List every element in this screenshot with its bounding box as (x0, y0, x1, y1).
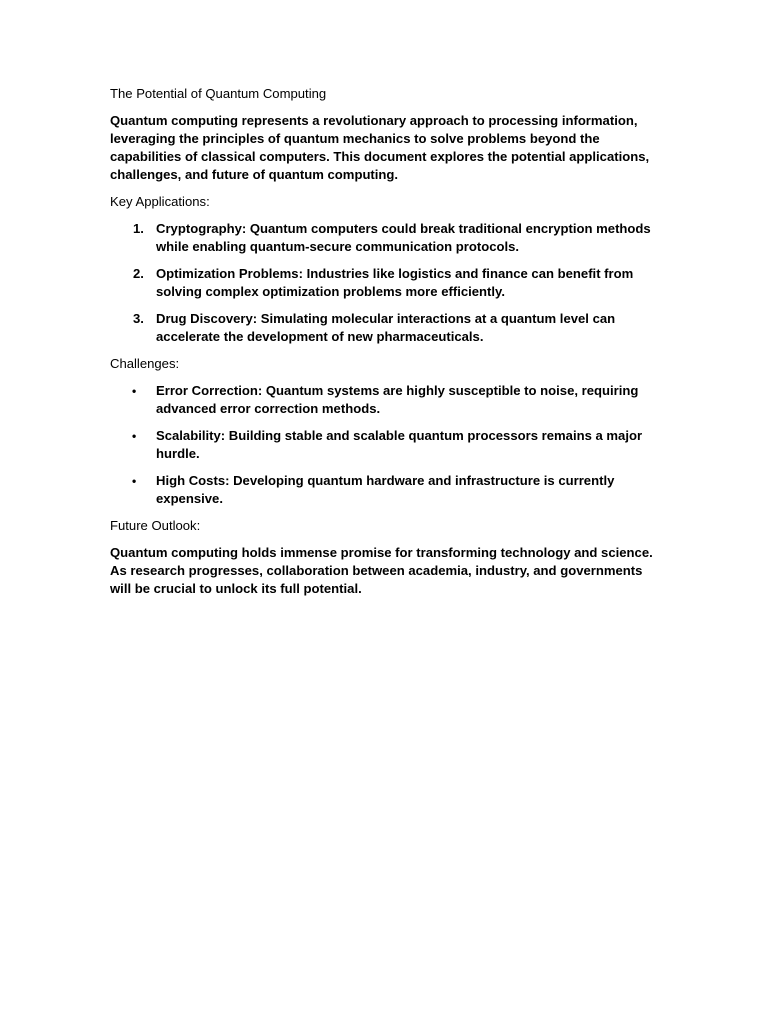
list-item-text: Scalability: Building stable and scalable quantum processors remains a major hurdle. (156, 428, 643, 461)
bullet-icon: • (132, 384, 137, 398)
list-number: 2. (133, 266, 144, 281)
list-item (110, 220, 663, 256)
intro-paragraph: Quantum computing represents a revolutionary approach to processing information, leveraging the principles of quantum mechanics to solve problems beyond the capabilities of classical computers. This document explores the potential applications, challenges, and future of quantum computing. (110, 113, 650, 182)
challenges-list (110, 382, 663, 508)
list-item (110, 472, 663, 508)
list-item-text: Cryptography: Quantum computers could break traditional encryption methods while enabling quantum-secure communication protocols. (156, 221, 651, 254)
bullet-icon: • (132, 474, 137, 488)
list-item-text: Drug Discovery: Simulating molecular interactions at a quantum level can accelerate the development of new pharmaceuticals. (156, 311, 616, 344)
outlook-paragraph: Quantum computing holds immense promise for transforming technology and science. As research progresses, collaboration between academia, industry, and governments will be crucial to unlock its full potential. (110, 545, 653, 596)
document-title: The Potential of Quantum Computing (110, 86, 327, 101)
list-item (110, 310, 663, 346)
list-item (110, 265, 663, 301)
list-item-text: Optimization Problems: Industries like logistics and finance can benefit from solving complex optimization problems more efficiently. (156, 266, 634, 299)
challenges-heading: Challenges: (110, 356, 180, 371)
list-number: 3. (133, 311, 144, 326)
bullet-icon: • (132, 429, 137, 443)
list-item-text: Error Correction: Quantum systems are highly susceptible to noise, requiring advanced error correction methods. (156, 383, 639, 416)
applications-heading: Key Applications: (110, 194, 210, 209)
list-item (110, 382, 663, 418)
outlook-heading: Future Outlook: (110, 518, 201, 533)
list-item-text: High Costs: Developing quantum hardware and infrastructure is currently expensive. (156, 473, 615, 506)
applications-list (110, 220, 663, 346)
list-number: 1. (133, 221, 144, 236)
list-item (110, 427, 663, 463)
